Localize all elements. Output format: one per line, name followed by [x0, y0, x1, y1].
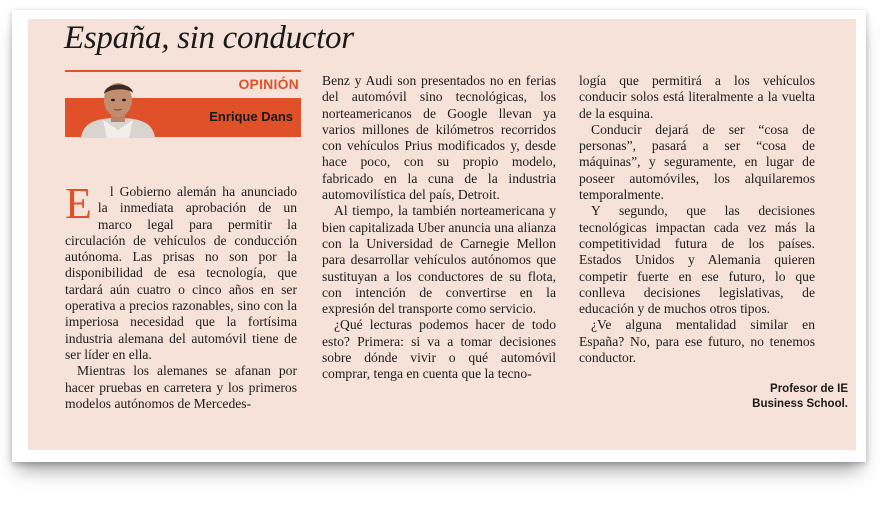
drop-cap: E [65, 179, 92, 228]
article-column-2 [322, 73, 556, 383]
byline-rule [65, 70, 301, 72]
signature-line: Profesor de IE [770, 383, 848, 395]
paragraph: Y segundo, que las decisiones tecnológicas impactan cada vez más la competitividad futura de los países. Estados Unidos y Alemania quieren competir fuerte en ese futuro, lo que conlleva decisiones legislativas, de educación y de muchos otros tipos. [579, 203, 815, 317]
article-headline: España, sin conductor [64, 20, 354, 56]
paragraph: l Gobierno alemán ha anunciado la inmediata aprobación de un marco legal para permitir la circulación de vehículos de conducción autónoma. Las prisas no son por la disponibilidad de esa tecnología, que tardará aún cuatro o cinco años en ser operativa a precios razonables, sino con la imperiosa necesidad que la fortísima industria alemana del automóvil tiene de ser líder en ella. [65, 184, 297, 362]
paragraph: ¿Ve alguna mentalidad similar en España? No, para ese futuro, no tenemos conductor. [579, 317, 815, 366]
paragraph: Al tiempo, la también norteamericana y bien capitalizada Uber anuncia una alianza con la Universidad de Carnegie Mellon para desarrollar vehículos autónomos que sustituyan a los conductores de su flota, con intención de convertirse en la expresión del transporte como servicio. [322, 203, 556, 317]
byline-box [65, 70, 301, 138]
paragraph: Benz y Audi son presentados no en ferias del automóvil sino tecnológicas, los norteamericanos de Google llevan ya varios millones de kilómetros recorridos con vehículos Prius modificados y, desde hace poco, con su propio modelo, fabricado en la cuna de la industria automovilística del país, Detroit. [322, 73, 556, 203]
paragraph: logía que permitirá a los vehículos conducir solos está literalmente a la vuelta de la esquina. [579, 73, 815, 121]
article-column-3 [579, 73, 815, 366]
author-signature [752, 382, 848, 412]
signature-line: Business School. [752, 398, 848, 410]
paragraph: Conducir dejará de ser “cosa de personas”, pasará a ser “cosa de máquinas”, y seguramente, en lugar de poseer automóviles, los alquilaremos temporalmente. [579, 121, 815, 203]
paragraph: Mientras los alemanes se afanan por hacer pruebas en carretera y los primeros modelos autónomos de Mercedes- [65, 363, 297, 411]
article-column-1 [65, 179, 297, 412]
author-name: Enrique Dans [209, 109, 293, 124]
author-portrait-icon [73, 78, 163, 138]
section-label: OPINIÓN [238, 76, 299, 92]
paragraph: ¿Qué lecturas podemos hacer de todo esto? Primera: si va a tomar decisiones sobre dónde vivir o qué automóvil comprar, tenga en cuenta que la tecno- [322, 317, 556, 382]
